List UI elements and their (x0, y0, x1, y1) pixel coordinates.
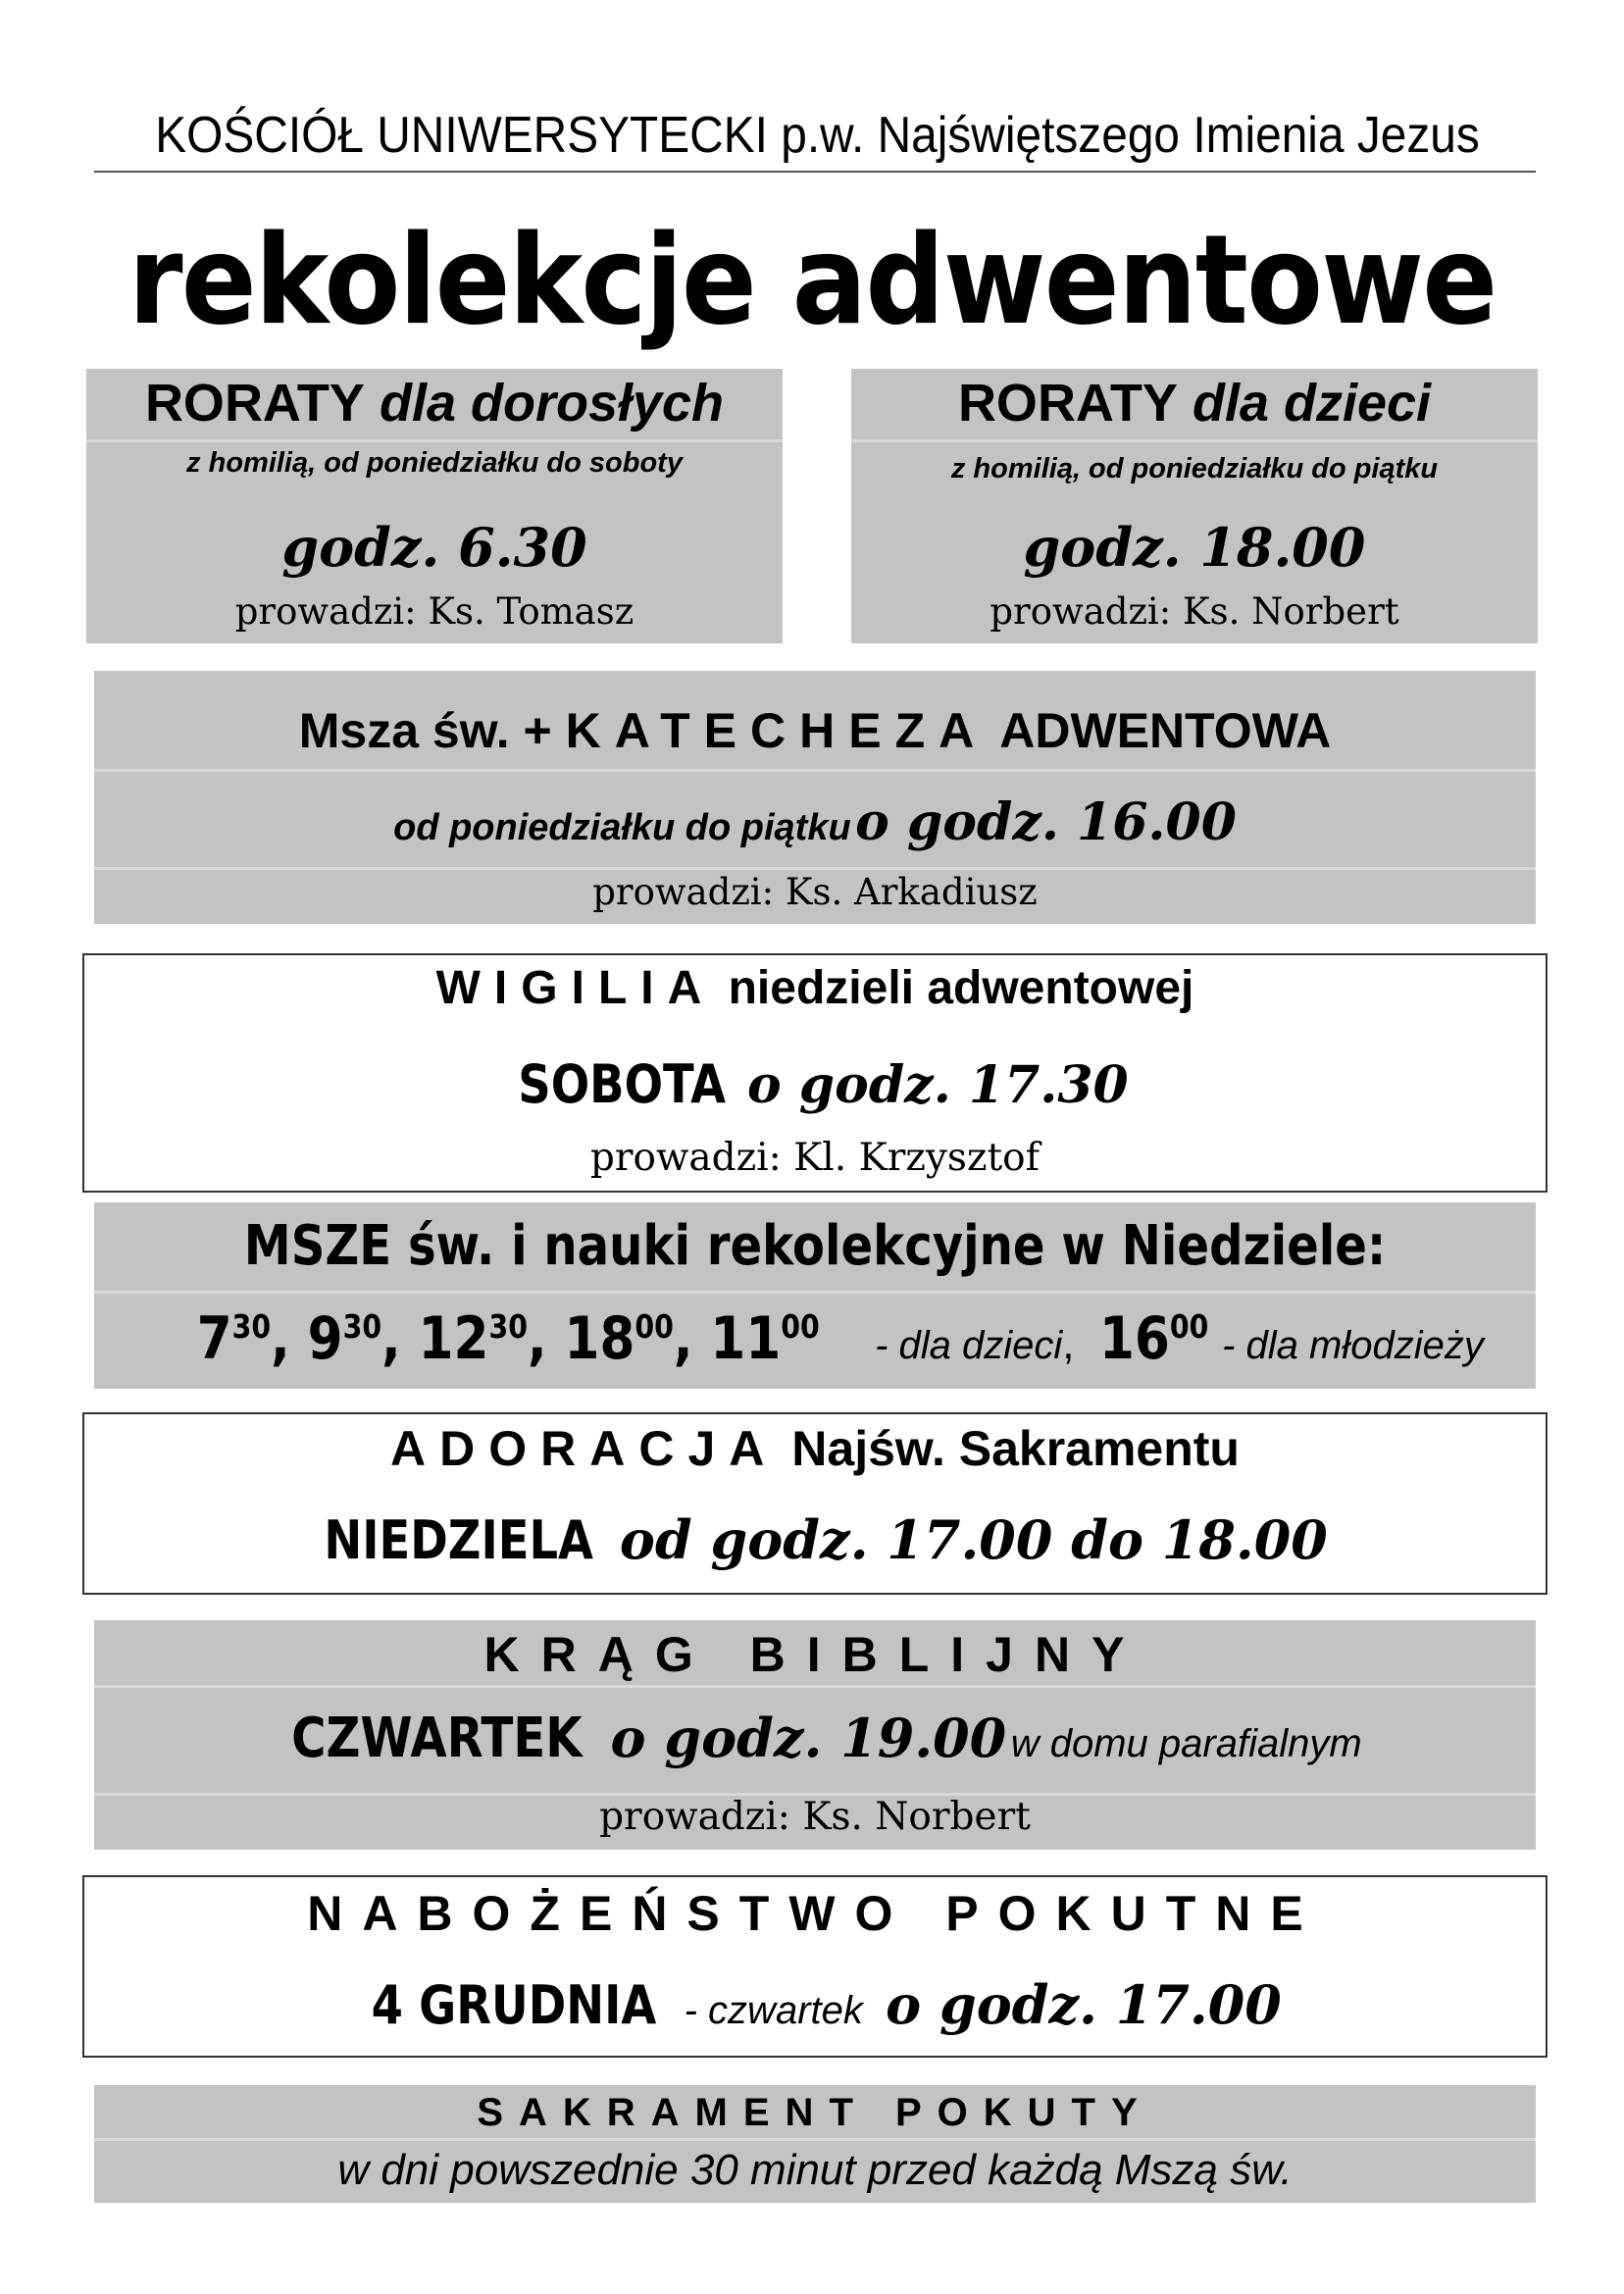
children-note: - dla dzieci (875, 1324, 1063, 1367)
youth-note: - dla młodzieży (1222, 1324, 1484, 1367)
msze-times: $7^{30}$, $9^{30}$, $12^{30}$, $18^{00}$, $11^{00}$ - dla dzieci, $16^{00}$ - dla młodzieży (196, 1304, 1484, 1373)
sakrament-note: w dni powszednie 30 minut przed każdą Mszą św. (337, 2146, 1293, 2194)
roraty-children-title: RORATY dla dzieci (957, 374, 1432, 433)
adoracja-schedule: NIEDZIELA od godz. 17.00 do 18.00 (324, 1508, 1328, 1571)
wigilia-panel (82, 953, 1548, 1193)
roraty-children-panel (851, 369, 1538, 643)
roraty-adults-title: RORATY dla dorosłych (144, 374, 725, 433)
page-title: rekolekcje adwentowe (127, 208, 1497, 352)
katecheza-schedule: od poniedziałku do piątku o godz. 16.00 (393, 792, 1237, 852)
nabozenstwo-panel (82, 1875, 1548, 2058)
roraty-adults-subtitle: z homilią, od poniedziałku do soboty (186, 447, 683, 479)
roraty-children-time: godz. 18.00 (1023, 516, 1366, 579)
roraty-children-subtitle: z homilią, od poniedziałku do piątku (950, 453, 1439, 484)
roraty-adults-leader: prowadzi: Ks. Tomasz (234, 590, 634, 633)
adoracja-title: ADORACJA Najśw. Sakramentu (390, 1421, 1240, 1476)
sakrament-title: SAKRAMENT POKUTY (477, 2091, 1153, 2134)
mass-time: $7^{30}$ (196, 1304, 272, 1373)
krag-leader: prowadzi: Ks. Norbert (599, 1795, 1031, 1839)
msze-title: MSZE św. i nauki rekolekcyjne w Niedziele: (243, 1214, 1387, 1278)
msze-panel (94, 1202, 1536, 1389)
wigilia-title: WIGILIA niedzieli adwentowej (435, 962, 1194, 1014)
roraty-adults-panel (86, 369, 783, 643)
sakrament-panel (94, 2085, 1536, 2203)
mass-time: $16^{00}$ (1099, 1304, 1209, 1373)
katecheza-panel (94, 671, 1536, 924)
header-divider (94, 171, 1536, 173)
mass-time: $12^{30}$ (418, 1304, 529, 1373)
roraty-adults-time: godz. 6.30 (281, 516, 587, 579)
krag-title: KRĄG BIBLIJNY (483, 1627, 1146, 1682)
krag-schedule: CZWARTEK o godz. 19.00 w domu parafialnym (291, 1707, 1362, 1770)
roraty-children-leader: prowadzi: Ks. Norbert (990, 590, 1399, 633)
mass-time: $18^{00}$ (564, 1304, 675, 1373)
nabozenstwo-schedule: 4 GRUDNIA - czwartek o godz. 17.00 (371, 1973, 1282, 2036)
wigilia-leader: prowadzi: Kl. Krzysztof (589, 1136, 1040, 1180)
church-name: KOŚCIÓŁ UNIWERSYTECKI p.w. Najświętszego Imienia Jezus (155, 107, 1480, 164)
krag-panel (94, 1620, 1536, 1850)
katecheza-title: Msza św. + KATECHEZA ADWENTOWA (298, 703, 1332, 758)
mass-time: $9^{30}$ (307, 1304, 382, 1373)
adoracja-panel (82, 1412, 1548, 1595)
wigilia-schedule: SOBOTA o godz. 17.30 (518, 1053, 1129, 1115)
katecheza-leader: prowadzi: Ks. Arkadiusz (592, 871, 1038, 913)
nabozenstwo-title: NABOŻEŃSTWO POKUTNE (307, 1886, 1323, 1941)
mass-time: $11^{00}$ (710, 1304, 820, 1373)
